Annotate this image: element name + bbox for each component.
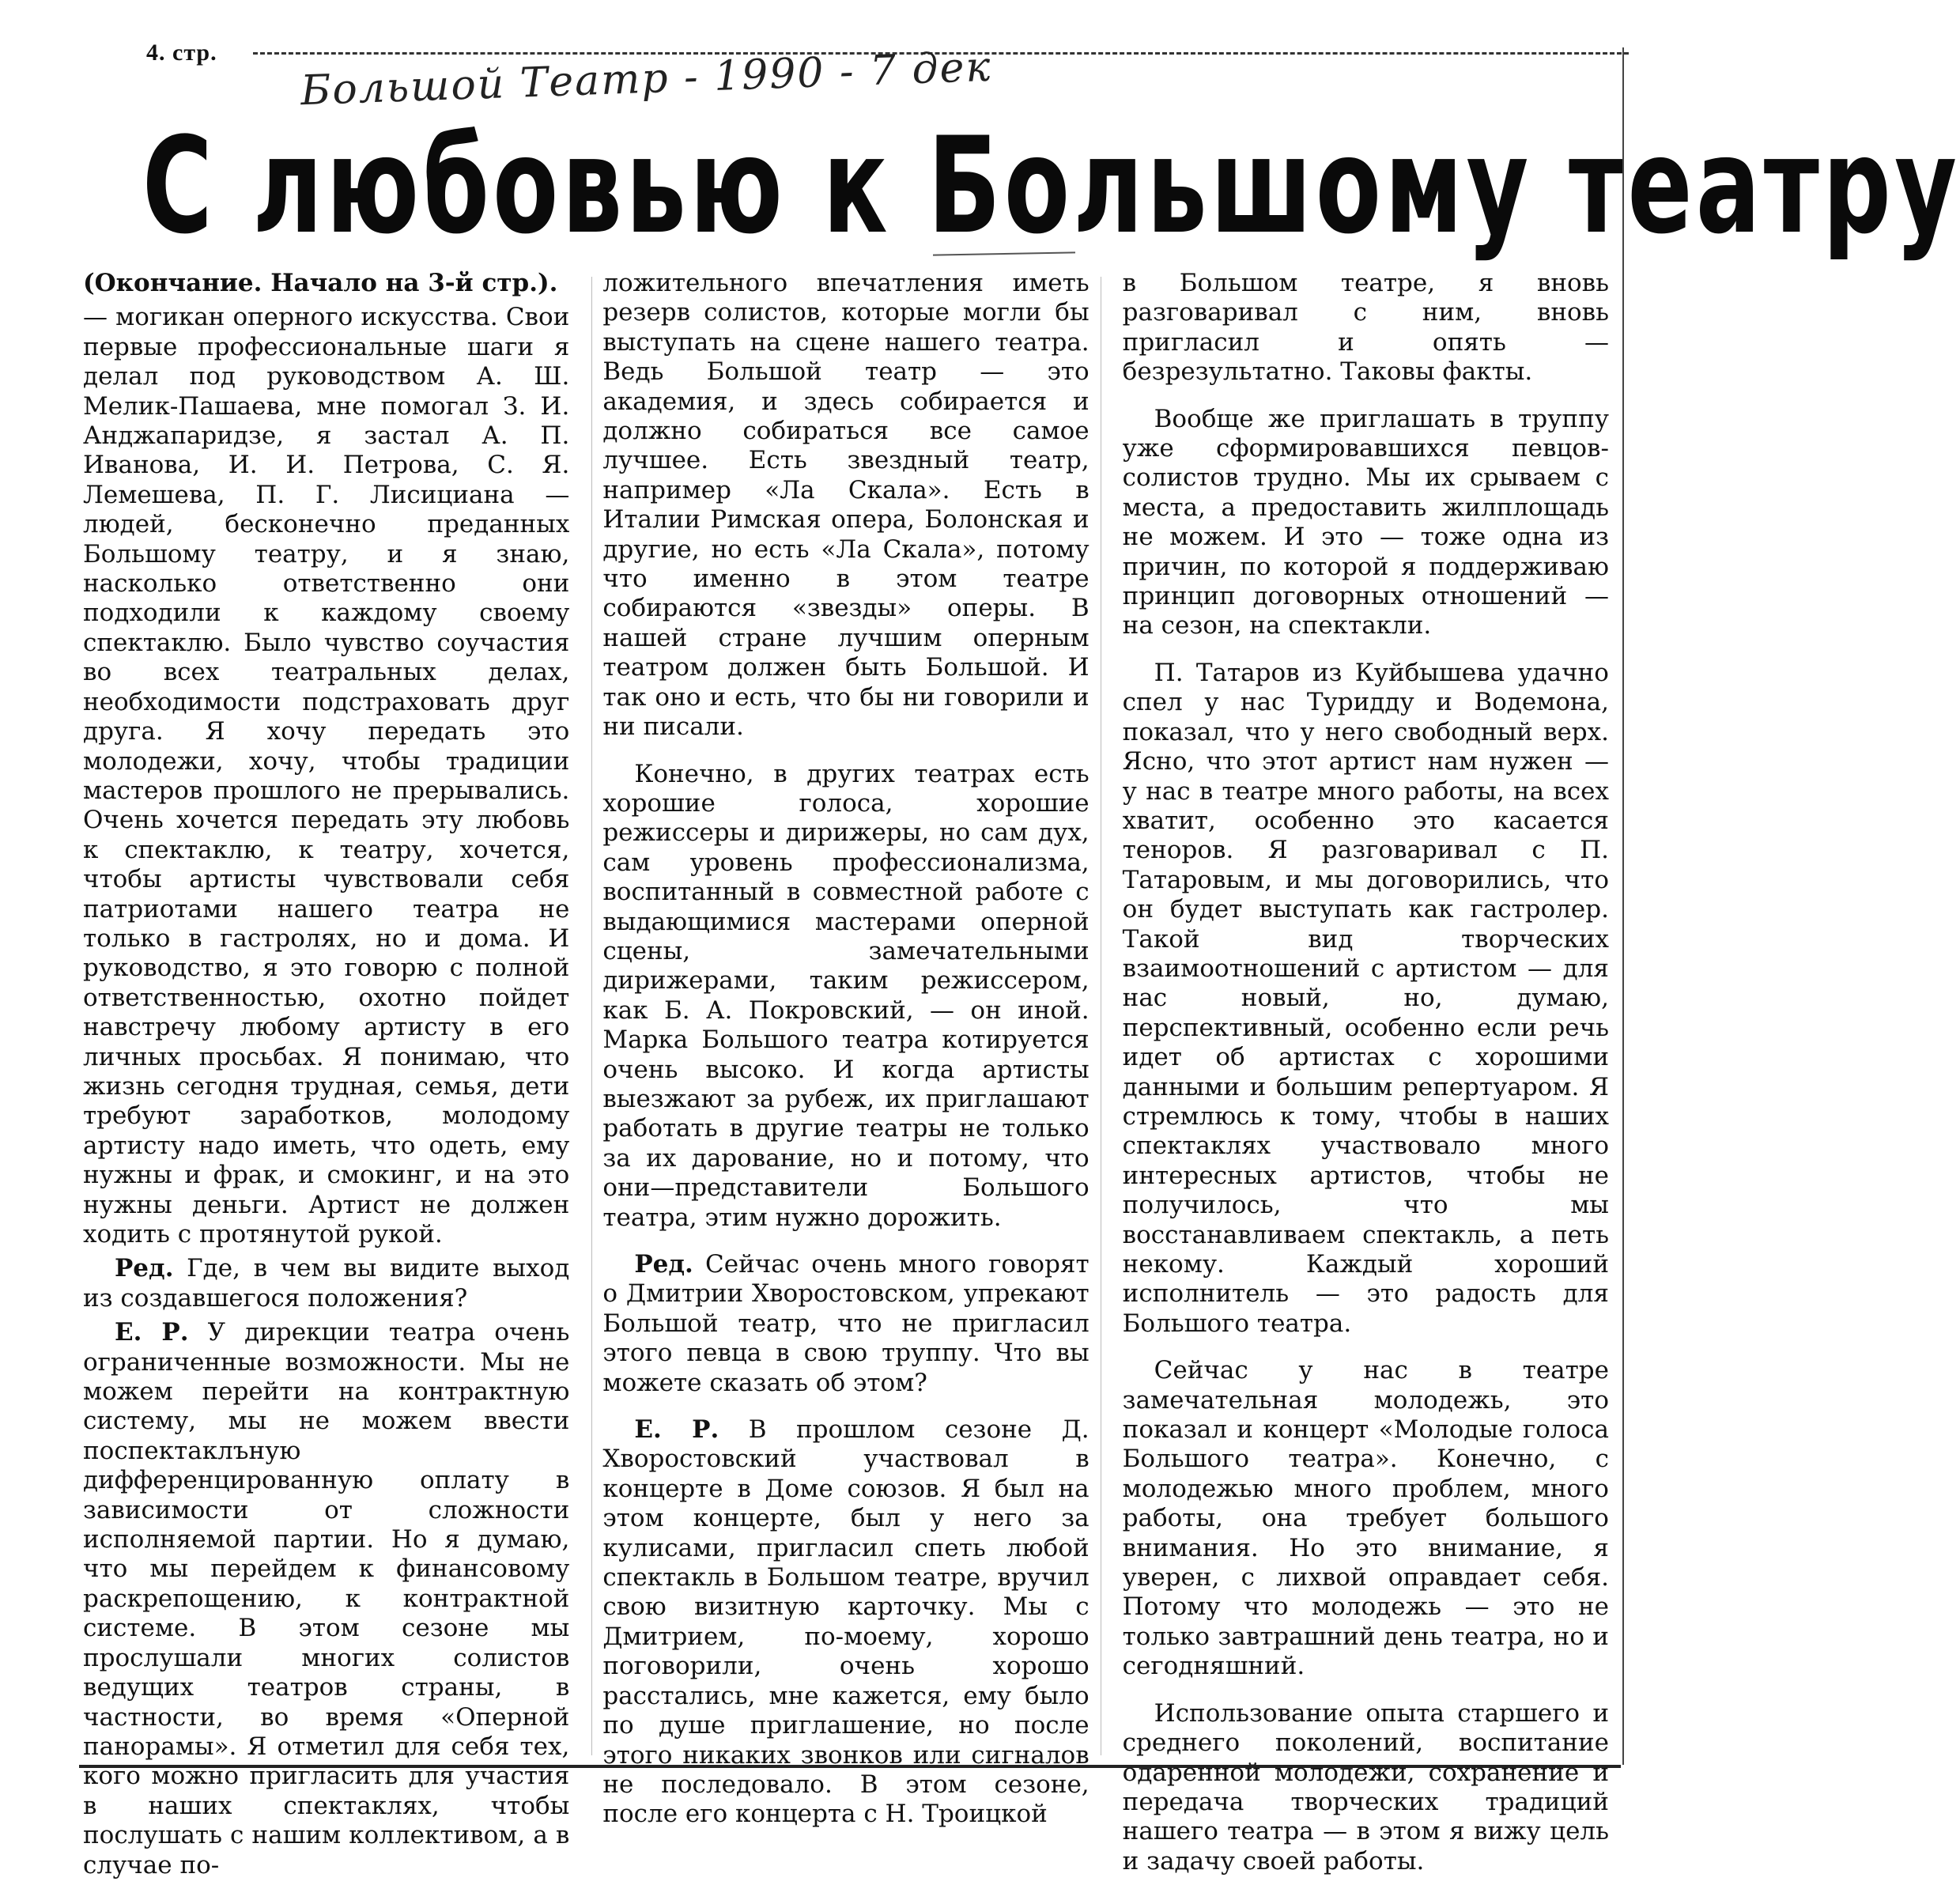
- handwritten-note: Большой Театр - 1990 - 7 дек: [300, 43, 993, 115]
- paragraph-text: Использование опыта старшего и среднего поколений, воспитание одаренной молодежи, сохранение и передача творческих традиций нашего театра — в этом я вижу цель и задачу своей работы.: [1122, 1698, 1609, 1876]
- speaker-label: Ред.: [634, 1250, 693, 1279]
- paragraph-text: — могикан оперного искусства. Свои первые профессиональные шаги я делал под руководством А. Ш. Мелик-Пашаева, мне помогал З. И. Анджапаридзе, я застал А. П. Иванова, И. И. Петрова, С. Я. Лемешева, П. Г. Лисициана — людей, бесконечно преданных Большому театру, и я знаю, насколько ответственно они подходили к каждому своему спектаклю. Было чувство соучастия во всех театральных делах, необходимости подстраховать друг друга. Я хочу передать это молодежи, хочу, чтобы традиции мастеров прошлого не прерывались. Очень хочется передать эту любовь к спектаклю, к театру, хочется, чтобы артисты чувствовали себя патриотами нашего театра не только в гастролях, но и дома. И руководство, я это говорю с полной ответственностью, охотно пойдет навстречу любому артисту в его личных просьбах. Я понимаю, что жизнь сегодня трудная, семья, дети требуют заработков, молодому артисту надо иметь, что одеть, ему нужны и фрак, и смокинг, и на это нужны деньги. Артист не должен ходить с протянутой рукой.: [83, 303, 570, 1248]
- article-paragraph: [602, 269, 1089, 742]
- article-paragraph: [1123, 1699, 1609, 1876]
- paragraph-text: П. Татаров из Куйбышева удачно спел у нас Туридду и Водемона, показал, что у него свободный верх. Ясно, что этот артист нам нужен — у нас в театре много работы, на всех хватит, особенно это касается теноров. Я разговаривал с П. Татаровым, и мы договорились, что он будет выступать как гастролер. Такой вид творческих взаимоотношений с артистом — для нас новый, но, думаю, перспективный, особенно если речь идет об артистах с хорошими данными и большим репертуаром. Я стремлюсь к тому, чтобы в наших спектаклях участвовало много интересных артистов, чтобы не получилось, что мы восстанавливаем спектакль, а петь некому. Каждый хороший исполнитель — это радость для Большого театра.: [1122, 658, 1609, 1338]
- page-number: 4. стр.: [146, 40, 217, 66]
- paragraph-text: Конечно, в других театрах есть хорошие голоса, хорошие режиссеры и дирижеры, но сам дух, сам уровень профессионализма, воспитанный в совместной работе с выдающимися мастерами оперной сцены, замечательными дирижерами, таким режиссером, как Б. А. Покровский, — он иной. Марка Большого театра котируется очень высоко. И когда артисты выезжают за рубеж, их приглашают работать в другие театры не только за их дарование, но и потому, что они—представители Большого театра, этим нужно дорожить.: [602, 759, 1090, 1232]
- continuation-note: (Окончание. Начало на 3-й стр.).: [83, 269, 558, 297]
- article-paragraph: [83, 303, 569, 1249]
- article-column-1: [83, 269, 570, 1879]
- speaker-label: Е. Р.: [115, 1318, 189, 1347]
- paragraph-text: Вообще же приглашать в труппу уже сформировавшихся певцов-солистов трудно. Мы их срываем с места, а предоставить жилплощадь не можем. И это — тоже одна из причин, по которой я поддерживаю принцип договорных отношений — на сезон, на спектакли.: [1122, 404, 1609, 640]
- paragraph-text: У дирекции театра очень ограниченные возможности. Мы не можем перейти на контрактную систему, мы не можем ввести поспектаклъную дифференцированную оплату в зависимости от сложности исполняемой партии. Но я думаю, что мы перейдем к финансовому раскрепощению, к контрактной системе. В этом сезоне мы прослушали многих солистов ведущих театров страны, в частности, во время «Оперной панорамы». Я отметил для себя тех, кого можно пригласить для участия в наших спектаклях, чтобы послушать с нашим коллективом, а в случае по-: [83, 1318, 570, 1879]
- article-column-3: [1122, 269, 1609, 1876]
- right-border-rule: [1622, 47, 1624, 1765]
- paragraph-text: ложительного впечатления иметь резерв солистов, которые могли бы выступать на сцене нашего театра. Ведь Большой театр — это академия, и здесь собирается и должно собираться все самое лучшее. Есть звездный театр, например «Ла Скала». Есть в Италии Римская опера, Болонская и другие, но есть «Ла Скала», потому что именно в этом театре собираются «звезды» оперы. В нашей стране лучшим оперным театром должен быть Большой. И так оно и есть, что бы ни говорили и ни писали.: [602, 269, 1090, 742]
- article-paragraph: [1123, 269, 1609, 387]
- article-paragraph: [602, 1250, 1089, 1398]
- speaker-label: Ред.: [115, 1254, 174, 1283]
- paragraph-text: В прошлом сезоне Д. Хворостовский участвовал в концерте в Доме союзов. Я был на этом концерте, был у него за кулисами, пригласил спеть любой спектакль в Большом театре, вручил свою визитную карточку. Мы с Дмитрием, по-моему, хорошо поговорили, очень хорошо расстались, мне кажется, ему было по душе приглашение, но после этого никаких звонков или сигналов не последовало. В этом сезоне, после его концерта с Н. Троицкой: [602, 1415, 1090, 1829]
- article-columns: [83, 269, 1609, 1879]
- speaker-label: Е. Р.: [634, 1415, 719, 1445]
- article-paragraph: [83, 1318, 569, 1880]
- headline: С любовью к Большому театру: [142, 108, 1960, 263]
- article-paragraph: [1123, 659, 1609, 1339]
- article-paragraph: [1123, 405, 1609, 641]
- article-paragraph: [1123, 1356, 1609, 1681]
- article-paragraph: [602, 760, 1089, 1233]
- paragraph-text: Сейчас очень много говорят о Дмитрии Хворостовском, упрекают Большой театр, что не пригласил этого певца в свою труппу. Что вы можете сказать об этом?: [602, 1250, 1090, 1397]
- paragraph-text: Где, в чем вы видите выход из создавшегося положения?: [83, 1254, 570, 1313]
- column-divider: [591, 277, 592, 1755]
- article-paragraph: [83, 269, 569, 298]
- paragraph-text: Сейчас у нас в театре замечательная молодежь, это показал и концерт «Молодые голоса Большого театра». Конечно, с молодежью много проблем, много работы, она требует большого внимания. Но это внимание, я уверен, с лихвой оправдает себя. Потому что молодежь — это не только завтрашний день театра, но и сегодняшний.: [1122, 1356, 1609, 1681]
- article-paragraph: [83, 1254, 569, 1313]
- article-column-2: [602, 269, 1090, 1829]
- paragraph-text: в Большом театре, я вновь разговаривал с ним, вновь пригласил и опять — безрезультатно. Таковы факты.: [1122, 269, 1609, 387]
- bottom-rule: [79, 1765, 1621, 1768]
